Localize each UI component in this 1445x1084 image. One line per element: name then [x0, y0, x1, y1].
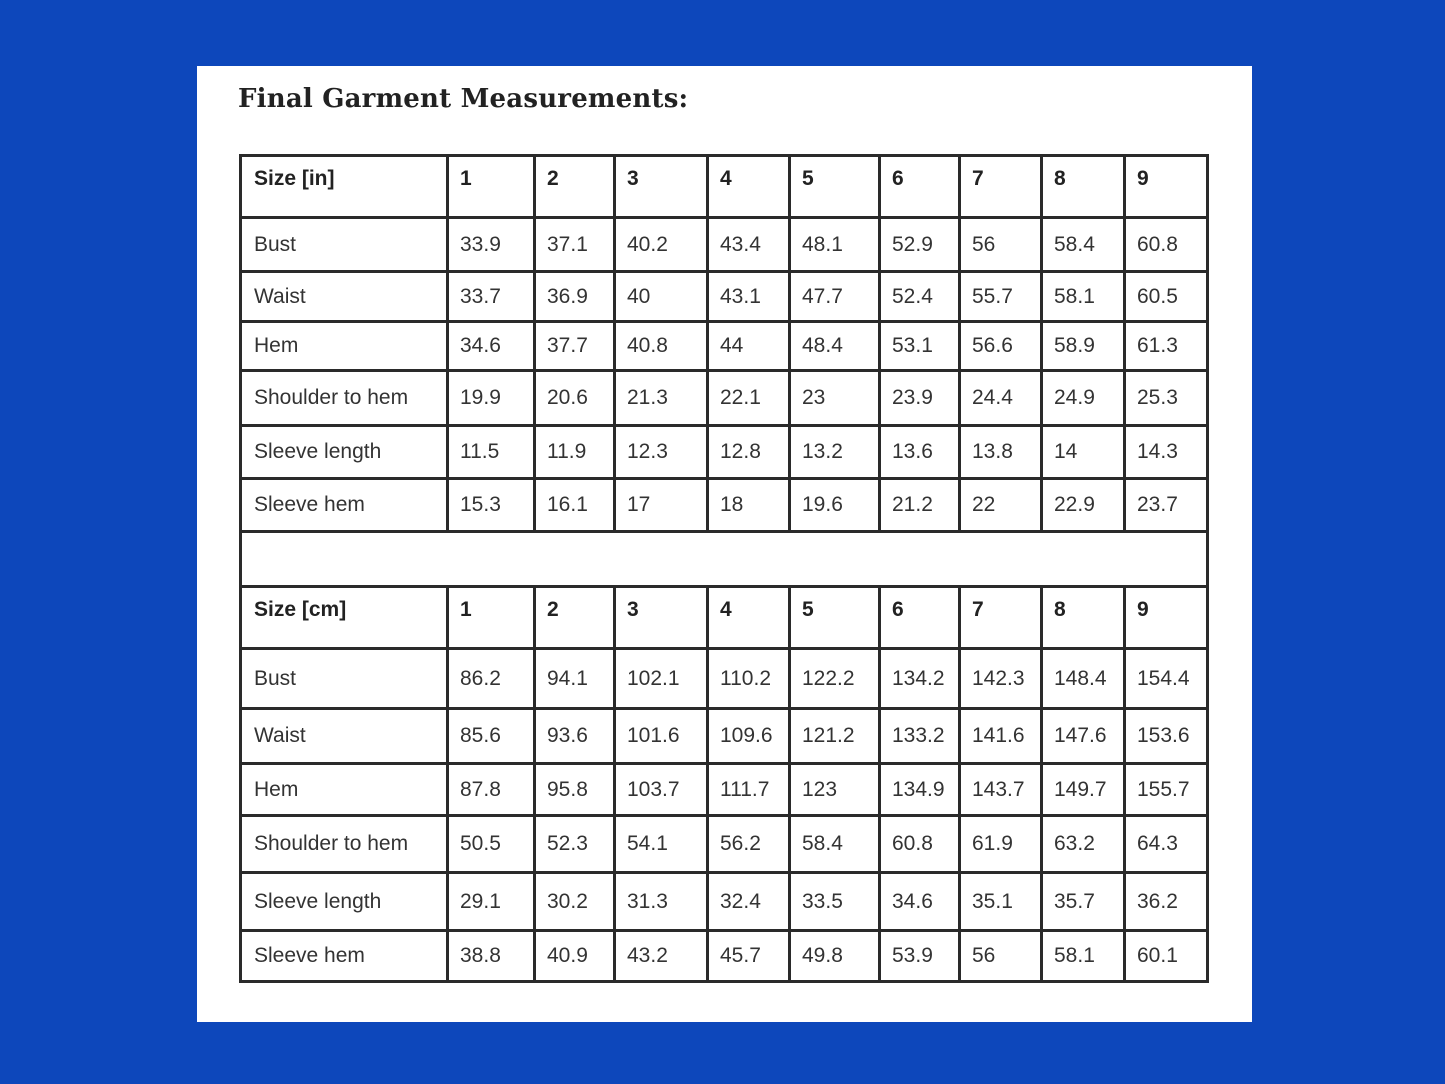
measurement-card	[197, 66, 1252, 1022]
measurement-label: Shoulder to hem	[241, 371, 448, 426]
measurement-value: 110.2	[708, 649, 790, 709]
measurement-value: 58.4	[790, 816, 880, 873]
size-column-header: 4	[708, 587, 790, 649]
measurement-value: 31.3	[615, 873, 708, 931]
table-row	[241, 649, 1208, 709]
measurement-value: 21.2	[880, 479, 960, 532]
measurement-value: 56.6	[960, 322, 1042, 371]
table-row	[241, 426, 1208, 479]
size-column-header: 9	[1125, 156, 1208, 218]
measurement-value: 15.3	[448, 479, 535, 532]
measurement-label: Sleeve hem	[241, 479, 448, 532]
measurement-value: 34.6	[880, 873, 960, 931]
size-column-header: 6	[880, 587, 960, 649]
table-row	[241, 764, 1208, 816]
measurement-value: 18	[708, 479, 790, 532]
measurement-value: 24.4	[960, 371, 1042, 426]
measurement-value: 95.8	[535, 764, 615, 816]
spacer-cell	[241, 532, 1208, 587]
table-row	[241, 873, 1208, 931]
measurement-value: 22	[960, 479, 1042, 532]
measurement-value: 25.3	[1125, 371, 1208, 426]
measurement-table	[239, 154, 1209, 983]
table-spacer-row	[241, 532, 1208, 587]
measurement-value: 34.6	[448, 322, 535, 371]
page-title: Final Garment Measurements:	[238, 84, 689, 114]
measurement-value: 55.7	[960, 272, 1042, 322]
measurement-value: 45.7	[708, 931, 790, 982]
measurement-value: 58.9	[1042, 322, 1125, 371]
measurement-value: 43.4	[708, 218, 790, 272]
table-row	[241, 218, 1208, 272]
table-row	[241, 931, 1208, 982]
measurement-value: 40.9	[535, 931, 615, 982]
measurement-label: Bust	[241, 649, 448, 709]
measurement-value: 36.2	[1125, 873, 1208, 931]
measurement-value: 40.8	[615, 322, 708, 371]
measurement-label: Waist	[241, 709, 448, 764]
measurement-value: 60.8	[1125, 218, 1208, 272]
measurement-value: 133.2	[880, 709, 960, 764]
size-column-header: 8	[1042, 587, 1125, 649]
size-column-header: 2	[535, 156, 615, 218]
measurement-value: 23.9	[880, 371, 960, 426]
measurement-value: 33.5	[790, 873, 880, 931]
measurement-value: 56.2	[708, 816, 790, 873]
size-unit-header: Size [in]	[241, 156, 448, 218]
size-column-header: 1	[448, 587, 535, 649]
measurement-value: 111.7	[708, 764, 790, 816]
measurement-value: 44	[708, 322, 790, 371]
measurement-value: 86.2	[448, 649, 535, 709]
measurement-label: Sleeve length	[241, 873, 448, 931]
size-column-header: 5	[790, 156, 880, 218]
measurement-value: 121.2	[790, 709, 880, 764]
table-row	[241, 709, 1208, 764]
measurement-value: 36.9	[535, 272, 615, 322]
size-column-header: 3	[615, 156, 708, 218]
size-column-header: 2	[535, 587, 615, 649]
measurement-value: 134.2	[880, 649, 960, 709]
measurement-value: 58.1	[1042, 931, 1125, 982]
measurement-value: 134.9	[880, 764, 960, 816]
measurement-value: 23.7	[1125, 479, 1208, 532]
measurement-value: 40.2	[615, 218, 708, 272]
measurement-value: 40	[615, 272, 708, 322]
measurement-value: 64.3	[1125, 816, 1208, 873]
measurement-value: 147.6	[1042, 709, 1125, 764]
measurement-label: Shoulder to hem	[241, 816, 448, 873]
measurement-value: 155.7	[1125, 764, 1208, 816]
measurement-value: 24.9	[1042, 371, 1125, 426]
measurement-value: 93.6	[535, 709, 615, 764]
measurement-value: 149.7	[1042, 764, 1125, 816]
measurement-value: 12.3	[615, 426, 708, 479]
measurement-value: 142.3	[960, 649, 1042, 709]
measurement-value: 56	[960, 218, 1042, 272]
measurement-value: 38.8	[448, 931, 535, 982]
measurement-value: 52.4	[880, 272, 960, 322]
measurement-value: 22.9	[1042, 479, 1125, 532]
measurement-value: 16.1	[535, 479, 615, 532]
size-column-header: 6	[880, 156, 960, 218]
measurement-value: 109.6	[708, 709, 790, 764]
measurement-value: 56	[960, 931, 1042, 982]
measurement-value: 54.1	[615, 816, 708, 873]
size-column-header: 1	[448, 156, 535, 218]
size-column-header: 9	[1125, 587, 1208, 649]
table-row	[241, 272, 1208, 322]
measurement-value: 33.9	[448, 218, 535, 272]
table-row	[241, 816, 1208, 873]
measurement-value: 101.6	[615, 709, 708, 764]
measurement-value: 21.3	[615, 371, 708, 426]
measurement-value: 48.1	[790, 218, 880, 272]
table-row	[241, 371, 1208, 426]
measurement-value: 35.1	[960, 873, 1042, 931]
measurement-value: 29.1	[448, 873, 535, 931]
measurement-value: 122.2	[790, 649, 880, 709]
measurement-value: 94.1	[535, 649, 615, 709]
measurement-value: 58.4	[1042, 218, 1125, 272]
measurement-value: 43.2	[615, 931, 708, 982]
measurement-value: 37.7	[535, 322, 615, 371]
measurement-value: 60.5	[1125, 272, 1208, 322]
measurement-value: 11.5	[448, 426, 535, 479]
measurement-value: 85.6	[448, 709, 535, 764]
measurement-value: 61.9	[960, 816, 1042, 873]
size-column-header: 7	[960, 156, 1042, 218]
measurement-value: 103.7	[615, 764, 708, 816]
measurement-value: 23	[790, 371, 880, 426]
measurement-label: Bust	[241, 218, 448, 272]
measurement-value: 33.7	[448, 272, 535, 322]
measurement-value: 143.7	[960, 764, 1042, 816]
measurement-value: 37.1	[535, 218, 615, 272]
measurement-value: 48.4	[790, 322, 880, 371]
measurement-label: Sleeve length	[241, 426, 448, 479]
measurement-value: 141.6	[960, 709, 1042, 764]
measurement-value: 123	[790, 764, 880, 816]
measurement-value: 102.1	[615, 649, 708, 709]
size-column-header: 5	[790, 587, 880, 649]
table-header-row	[241, 156, 1208, 218]
measurement-value: 13.2	[790, 426, 880, 479]
measurement-label: Hem	[241, 764, 448, 816]
size-unit-header: Size [cm]	[241, 587, 448, 649]
measurement-value: 11.9	[535, 426, 615, 479]
measurement-value: 43.1	[708, 272, 790, 322]
measurement-value: 14	[1042, 426, 1125, 479]
measurement-value: 49.8	[790, 931, 880, 982]
measurement-value: 50.5	[448, 816, 535, 873]
measurement-value: 154.4	[1125, 649, 1208, 709]
measurement-value: 148.4	[1042, 649, 1125, 709]
measurement-value: 12.8	[708, 426, 790, 479]
measurement-value: 35.7	[1042, 873, 1125, 931]
measurement-value: 47.7	[790, 272, 880, 322]
measurement-value: 63.2	[1042, 816, 1125, 873]
size-column-header: 3	[615, 587, 708, 649]
measurement-value: 19.6	[790, 479, 880, 532]
measurement-value: 19.9	[448, 371, 535, 426]
measurement-value: 14.3	[1125, 426, 1208, 479]
measurement-value: 60.1	[1125, 931, 1208, 982]
measurement-label: Hem	[241, 322, 448, 371]
table-row	[241, 479, 1208, 532]
size-column-header: 8	[1042, 156, 1125, 218]
measurement-value: 61.3	[1125, 322, 1208, 371]
measurement-value: 13.6	[880, 426, 960, 479]
size-column-header: 7	[960, 587, 1042, 649]
measurement-value: 13.8	[960, 426, 1042, 479]
table-row	[241, 322, 1208, 371]
measurement-label: Waist	[241, 272, 448, 322]
measurement-value: 22.1	[708, 371, 790, 426]
measurement-value: 20.6	[535, 371, 615, 426]
measurement-value: 17	[615, 479, 708, 532]
table-header-row	[241, 587, 1208, 649]
measurement-value: 60.8	[880, 816, 960, 873]
measurement-value: 87.8	[448, 764, 535, 816]
measurement-value: 32.4	[708, 873, 790, 931]
measurement-label: Sleeve hem	[241, 931, 448, 982]
measurement-value: 30.2	[535, 873, 615, 931]
size-column-header: 4	[708, 156, 790, 218]
measurement-value: 52.9	[880, 218, 960, 272]
measurement-value: 53.9	[880, 931, 960, 982]
measurement-value: 58.1	[1042, 272, 1125, 322]
measurement-value: 52.3	[535, 816, 615, 873]
measurement-value: 53.1	[880, 322, 960, 371]
measurement-value: 153.6	[1125, 709, 1208, 764]
